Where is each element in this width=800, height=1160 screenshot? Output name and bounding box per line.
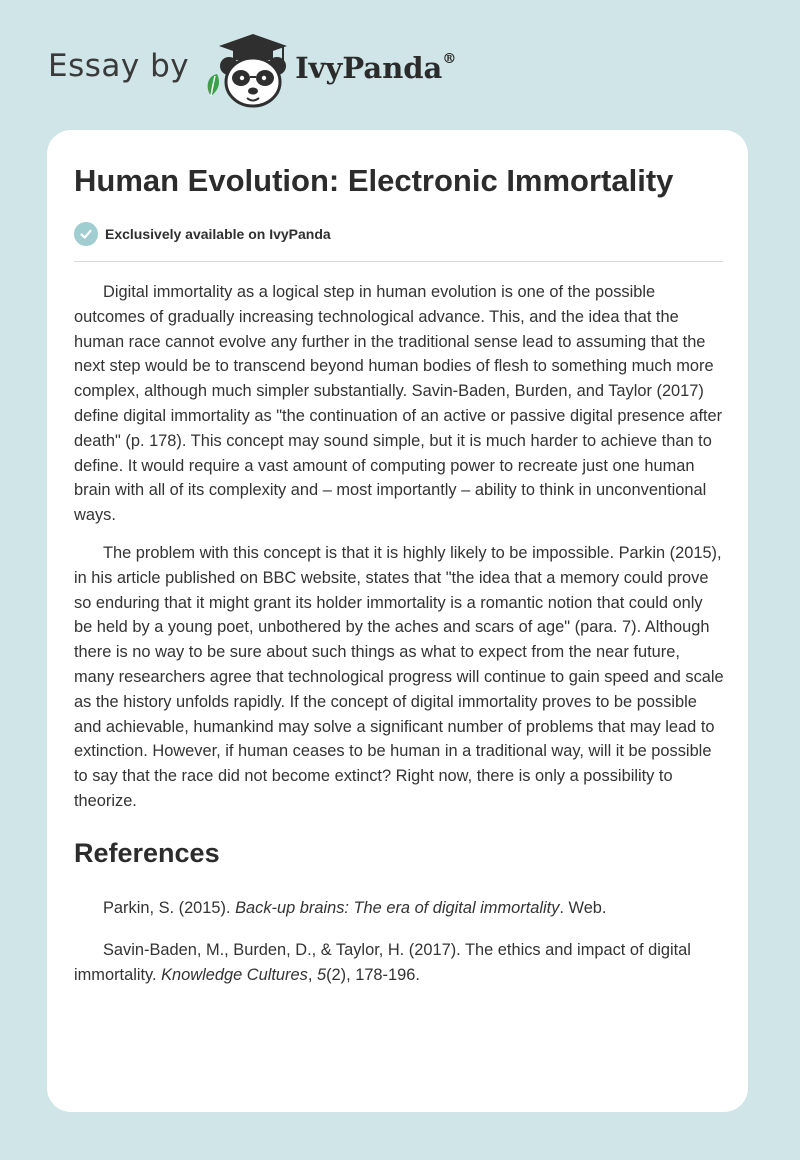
essay-by-label: Essay by (48, 48, 190, 84)
references-list (74, 896, 724, 1004)
page-title: Human Evolution: Electronic Immortality (74, 163, 674, 198)
paragraph: Digital immortality as a logical step in human evolution is one of the possible outcomes of gradually increasing technological advance. This, and the idea that the human race cannot evolve any further in the traditional sense lead to assuming that the next step would be to transcend beyond human bodies of flesh to something much more complex, although much simpler substantially. Savin-Baden, Burden, and Taylor (2017) define digital immortality as "the continuation of an active or passive digital presence after death" (p. 178). This concept may sound simple, but it is much harder to achieve than to define. It would require a vast amount of computing power to recreate just one human brain with all of its complexity and – most importantly – ability to think in unconventional ways. (74, 283, 723, 525)
reference-item: Savin-Baden, M., Burden, D., & Taylor, H. (2017). The ethics and impact of digital immortality. Knowledge Cultures, 5(2), 178-196. (74, 940, 691, 984)
check-icon (74, 222, 98, 246)
essay-body (74, 280, 724, 827)
exclusive-label: Exclusively available on IvyPanda (105, 226, 331, 242)
site-header (48, 30, 456, 110)
references-heading: References (74, 838, 220, 868)
reference-item: Parkin, S. (2015). Back-up brains: The era of digital immortality. Web. (103, 899, 607, 917)
divider (74, 261, 723, 262)
exclusive-badge (74, 222, 331, 246)
brand-name[interactable]: IvyPanda® (295, 51, 457, 85)
panda-logo-icon[interactable] (203, 30, 289, 110)
essay-card (47, 130, 748, 1112)
paragraph: The problem with this concept is that it is highly likely to be impossible. Parkin (2015), in his article published on BBC website, states that "the idea that a memory could prove so enduring that it might grant its holder immortality is a romantic notion that could only be held by a young poet, unbothered by the aches and scars of age" (para. 7). Although there is no way to be sure about such things as what to expect from the near future, many researchers agree that technological progress will continue to gain speed and scale as the history unfolds rapidly. If the concept of digital immortality proves to be possible and achievable, humankind may solve a significant number of problems that may lead to extinction. However, if human ceases to be human in a traditional way, will it be possible to say that the race did not become extinct? Right now, there is only a possibility to theorize. (74, 543, 724, 810)
